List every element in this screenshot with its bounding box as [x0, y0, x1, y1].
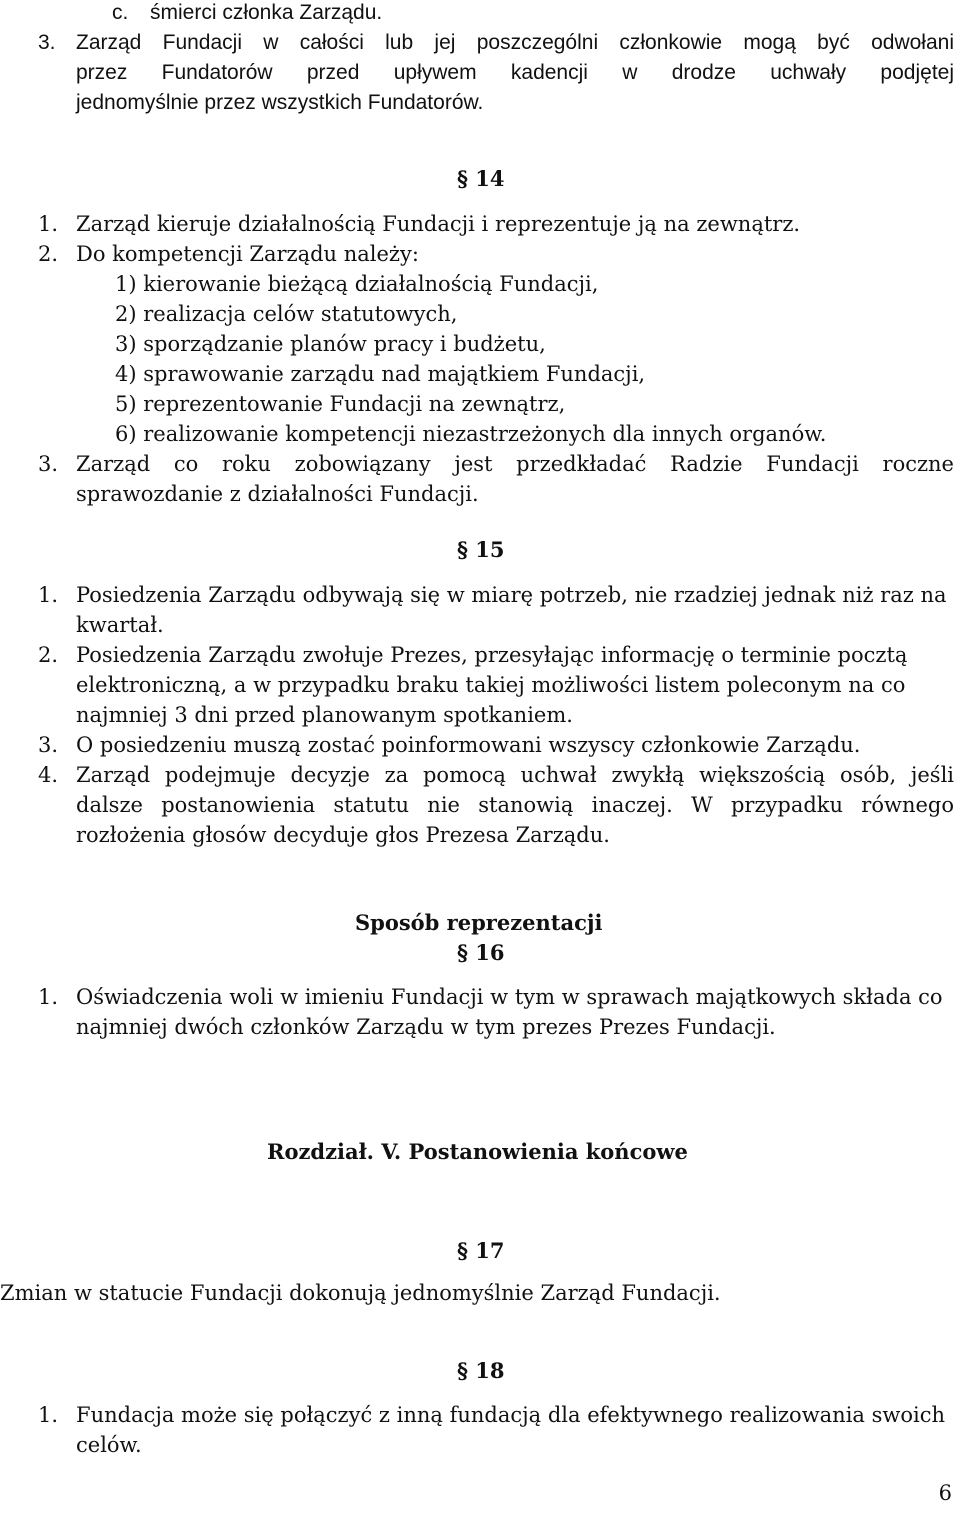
paragraph-line: najmniej 3 dni przed planowanym spotkaniem.: [76, 703, 573, 727]
paragraph-number: 3.: [38, 733, 59, 757]
section-heading-17: § 17: [457, 1238, 505, 1263]
paragraph-line: Zarząd co roku zobowiązany jest przedkładać Radzie Fundacji roczne: [76, 452, 954, 476]
paragraph-line: Zarząd Fundacji w całości lub jej poszczególni członkowie mogą być odwołani: [76, 31, 954, 54]
paragraph-line: Zarząd podejmuje decyzje za pomocą uchwał zwykłą większością osób, jeśli: [76, 763, 954, 787]
section-heading-14: § 14: [457, 166, 505, 191]
paragraph-line: przez Fundatorów przed upływem kadencji w drodze uchwały podjętej: [76, 61, 954, 84]
paragraph-line: kwartał.: [76, 613, 164, 637]
paragraph-line: najmniej dwóch członków Zarządu w tym prezes Prezes Fundacji.: [76, 1015, 776, 1039]
paragraph-number: 1.: [38, 985, 59, 1009]
paragraph-text: Zmian w statucie Fundacji dokonują jednomyślnie Zarząd Fundacji.: [0, 1281, 721, 1305]
page-number: 6: [938, 1481, 952, 1505]
paragraph-number: 2.: [38, 242, 59, 266]
list-item: 4) sprawowanie zarządu nad majątkiem Fundacji,: [115, 362, 646, 386]
list-item: 6) realizowanie kompetencji niezastrzeżonych dla innych organów.: [115, 422, 827, 446]
chapter-title: Rozdział. V. Postanowienia końcowe: [267, 1139, 688, 1164]
paragraph-text: O posiedzeniu muszą zostać poinformowani wszyscy członkowie Zarządu.: [76, 733, 861, 757]
paragraph-line: dalsze postanowienia statutu nie stanowią inaczej. W przypadku równego: [76, 793, 954, 817]
paragraph-number: 3.: [38, 452, 59, 476]
section-title-representation: Sposób reprezentacji: [355, 910, 603, 935]
paragraph-number: 1.: [38, 1403, 59, 1427]
paragraph-number: 4.: [38, 763, 59, 787]
list-marker-c: c.: [112, 1, 129, 24]
section-heading-16: § 16: [457, 940, 505, 965]
paragraph-line: elektroniczną, a w przypadku braku takiej możliwości listem poleconym na co: [76, 673, 906, 697]
section-heading-18: § 18: [457, 1358, 505, 1383]
paragraph-line: Posiedzenia Zarządu odbywają się w miarę potrzeb, nie rzadziej jednak niż raz na: [76, 583, 947, 607]
paragraph-line: rozłożenia głosów decyduje głos Prezesa Zarządu.: [76, 823, 610, 847]
paragraph-line: Oświadczenia woli w imieniu Fundacji w tym w sprawach majątkowych składa co: [76, 985, 943, 1009]
paragraph-line: Fundacja może się połączyć z inną fundacją dla efektywnego realizowania swoich: [76, 1403, 946, 1427]
paragraph-line: celów.: [76, 1433, 142, 1457]
paragraph-number: 2.: [38, 643, 59, 667]
section-heading-15: § 15: [457, 537, 505, 562]
paragraph-text: Zarząd kieruje działalnością Fundacji i reprezentuje ją na zewnątrz.: [76, 212, 801, 236]
list-item: 1) kierowanie bieżącą działalnością Fundacji,: [115, 272, 599, 296]
list-item: 5) reprezentowanie Fundacji na zewnątrz,: [115, 392, 566, 416]
list-item: 2) realizacja celów statutowych,: [115, 302, 458, 326]
paragraph-line: sprawozdanie z działalności Fundacji.: [76, 482, 479, 506]
list-item-c-text: śmierci członka Zarządu.: [150, 1, 383, 24]
paragraph-number: 1.: [38, 583, 59, 607]
paragraph-text: Do kompetencji Zarządu należy:: [76, 242, 419, 266]
paragraph-number: 3.: [38, 31, 56, 54]
list-item: 3) sporządzanie planów pracy i budżetu,: [115, 332, 546, 356]
paragraph-number: 1.: [38, 212, 59, 236]
paragraph-line: Posiedzenia Zarządu zwołuje Prezes, przesyłając informację o terminie pocztą: [76, 643, 908, 667]
paragraph-line: jednomyślnie przez wszystkich Fundatorów.: [76, 91, 484, 114]
